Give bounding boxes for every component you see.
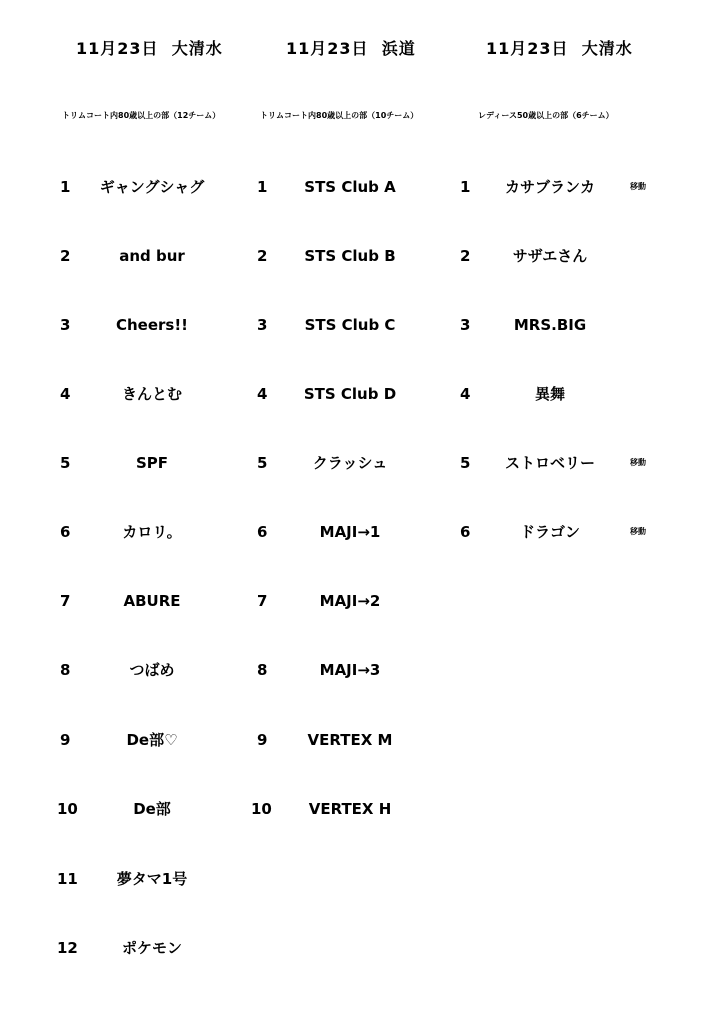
team-name: VERTEX M <box>307 731 393 749</box>
column-1 <box>0 0 250 1024</box>
team-name: MAJI→2 <box>319 592 381 610</box>
team-row <box>250 451 450 475</box>
team-name: カロリ。 <box>122 523 182 541</box>
team-row <box>0 451 250 475</box>
team-row <box>0 797 250 821</box>
team-name: きんとむ <box>121 385 182 403</box>
team-name: SPF <box>135 454 169 472</box>
team-row <box>450 451 725 475</box>
team-row <box>450 175 725 199</box>
team-row <box>250 175 450 199</box>
team-number: 2 <box>60 247 71 265</box>
team-row <box>250 797 450 821</box>
venue: 浜道 <box>381 39 416 58</box>
venue: 大清水 <box>171 39 223 58</box>
team-number: 11 <box>57 870 78 888</box>
team-name: つばめ <box>129 661 175 679</box>
team-row <box>450 244 725 268</box>
team-name: De部 <box>133 800 171 818</box>
team-number: 1 <box>257 178 268 196</box>
team-row <box>0 728 250 752</box>
team-name: ギャングシャグ <box>99 178 205 196</box>
division-label: トリムコート内80歳以上の部（12チーム） <box>62 111 221 120</box>
team-number: 5 <box>257 454 268 472</box>
team-name: De部♡ <box>126 731 178 749</box>
team-number: 7 <box>60 592 71 610</box>
move-note: 移動 <box>630 182 646 191</box>
team-name: クラッシュ <box>312 454 388 472</box>
team-name: ABURE <box>123 592 181 610</box>
team-name: and bur <box>119 247 185 265</box>
team-row <box>0 244 250 268</box>
date: 11月23日 <box>286 39 369 58</box>
team-row <box>250 313 450 337</box>
column-2 <box>250 0 450 1024</box>
date: 11月23日 <box>486 39 569 58</box>
team-number: 9 <box>257 731 268 749</box>
team-number: 6 <box>460 523 471 541</box>
team-name: ストロベリー <box>504 454 595 472</box>
team-row <box>250 728 450 752</box>
team-name: MRS.BIG <box>513 316 587 334</box>
team-row <box>250 658 450 682</box>
team-number: 4 <box>460 385 471 403</box>
team-number: 3 <box>60 316 71 334</box>
team-row <box>0 520 250 544</box>
team-number: 10 <box>57 800 78 818</box>
column-header <box>486 36 633 59</box>
team-number: 3 <box>460 316 471 334</box>
team-name: MAJI→3 <box>319 661 381 679</box>
team-row <box>450 313 725 337</box>
division-label: トリムコート内80歳以上の部（10チーム） <box>260 111 419 120</box>
team-row <box>0 589 250 613</box>
team-number: 9 <box>60 731 71 749</box>
team-number: 7 <box>257 592 268 610</box>
team-number: 5 <box>460 454 471 472</box>
team-number: 6 <box>60 523 71 541</box>
team-row <box>250 244 450 268</box>
team-number: 4 <box>257 385 268 403</box>
move-note: 移動 <box>630 458 646 467</box>
team-name: STS Club A <box>304 178 396 196</box>
team-number: 6 <box>257 523 268 541</box>
team-row <box>0 313 250 337</box>
team-name: 異舞 <box>534 385 565 403</box>
team-name: MAJI→1 <box>319 523 381 541</box>
team-row <box>0 936 250 960</box>
column-header <box>286 36 416 59</box>
team-number: 3 <box>257 316 268 334</box>
team-number: 10 <box>251 800 272 818</box>
team-row <box>450 520 725 544</box>
team-number: 2 <box>257 247 268 265</box>
team-number: 1 <box>60 178 71 196</box>
team-name: カサブランカ <box>504 178 595 196</box>
team-number: 2 <box>460 247 471 265</box>
team-row <box>250 589 450 613</box>
team-row <box>450 382 725 406</box>
team-row <box>250 382 450 406</box>
team-number: 4 <box>60 385 71 403</box>
team-name: Cheers!! <box>115 316 189 334</box>
team-number: 5 <box>60 454 71 472</box>
column-header <box>76 36 223 59</box>
team-name: ポケモン <box>121 939 182 957</box>
team-name: サザエさん <box>512 247 588 265</box>
team-number: 8 <box>257 661 268 679</box>
team-number: 12 <box>57 939 78 957</box>
team-name: ドラゴン <box>519 523 580 541</box>
team-name: STS Club B <box>304 247 396 265</box>
team-name: VERTEX H <box>308 800 392 818</box>
venue: 大清水 <box>581 39 633 58</box>
team-row <box>0 867 250 891</box>
team-name: STS Club D <box>303 385 397 403</box>
team-number: 8 <box>60 661 71 679</box>
team-number: 1 <box>460 178 471 196</box>
team-row <box>0 382 250 406</box>
column-3 <box>450 0 725 1024</box>
team-row <box>250 520 450 544</box>
date: 11月23日 <box>76 39 159 58</box>
team-name: STS Club C <box>304 316 396 334</box>
team-name: 夢タマ1号 <box>116 870 188 888</box>
division-label: レディース50歳以上の部（6チーム） <box>478 111 614 120</box>
team-row <box>0 175 250 199</box>
move-note: 移動 <box>630 527 646 536</box>
team-row <box>0 658 250 682</box>
